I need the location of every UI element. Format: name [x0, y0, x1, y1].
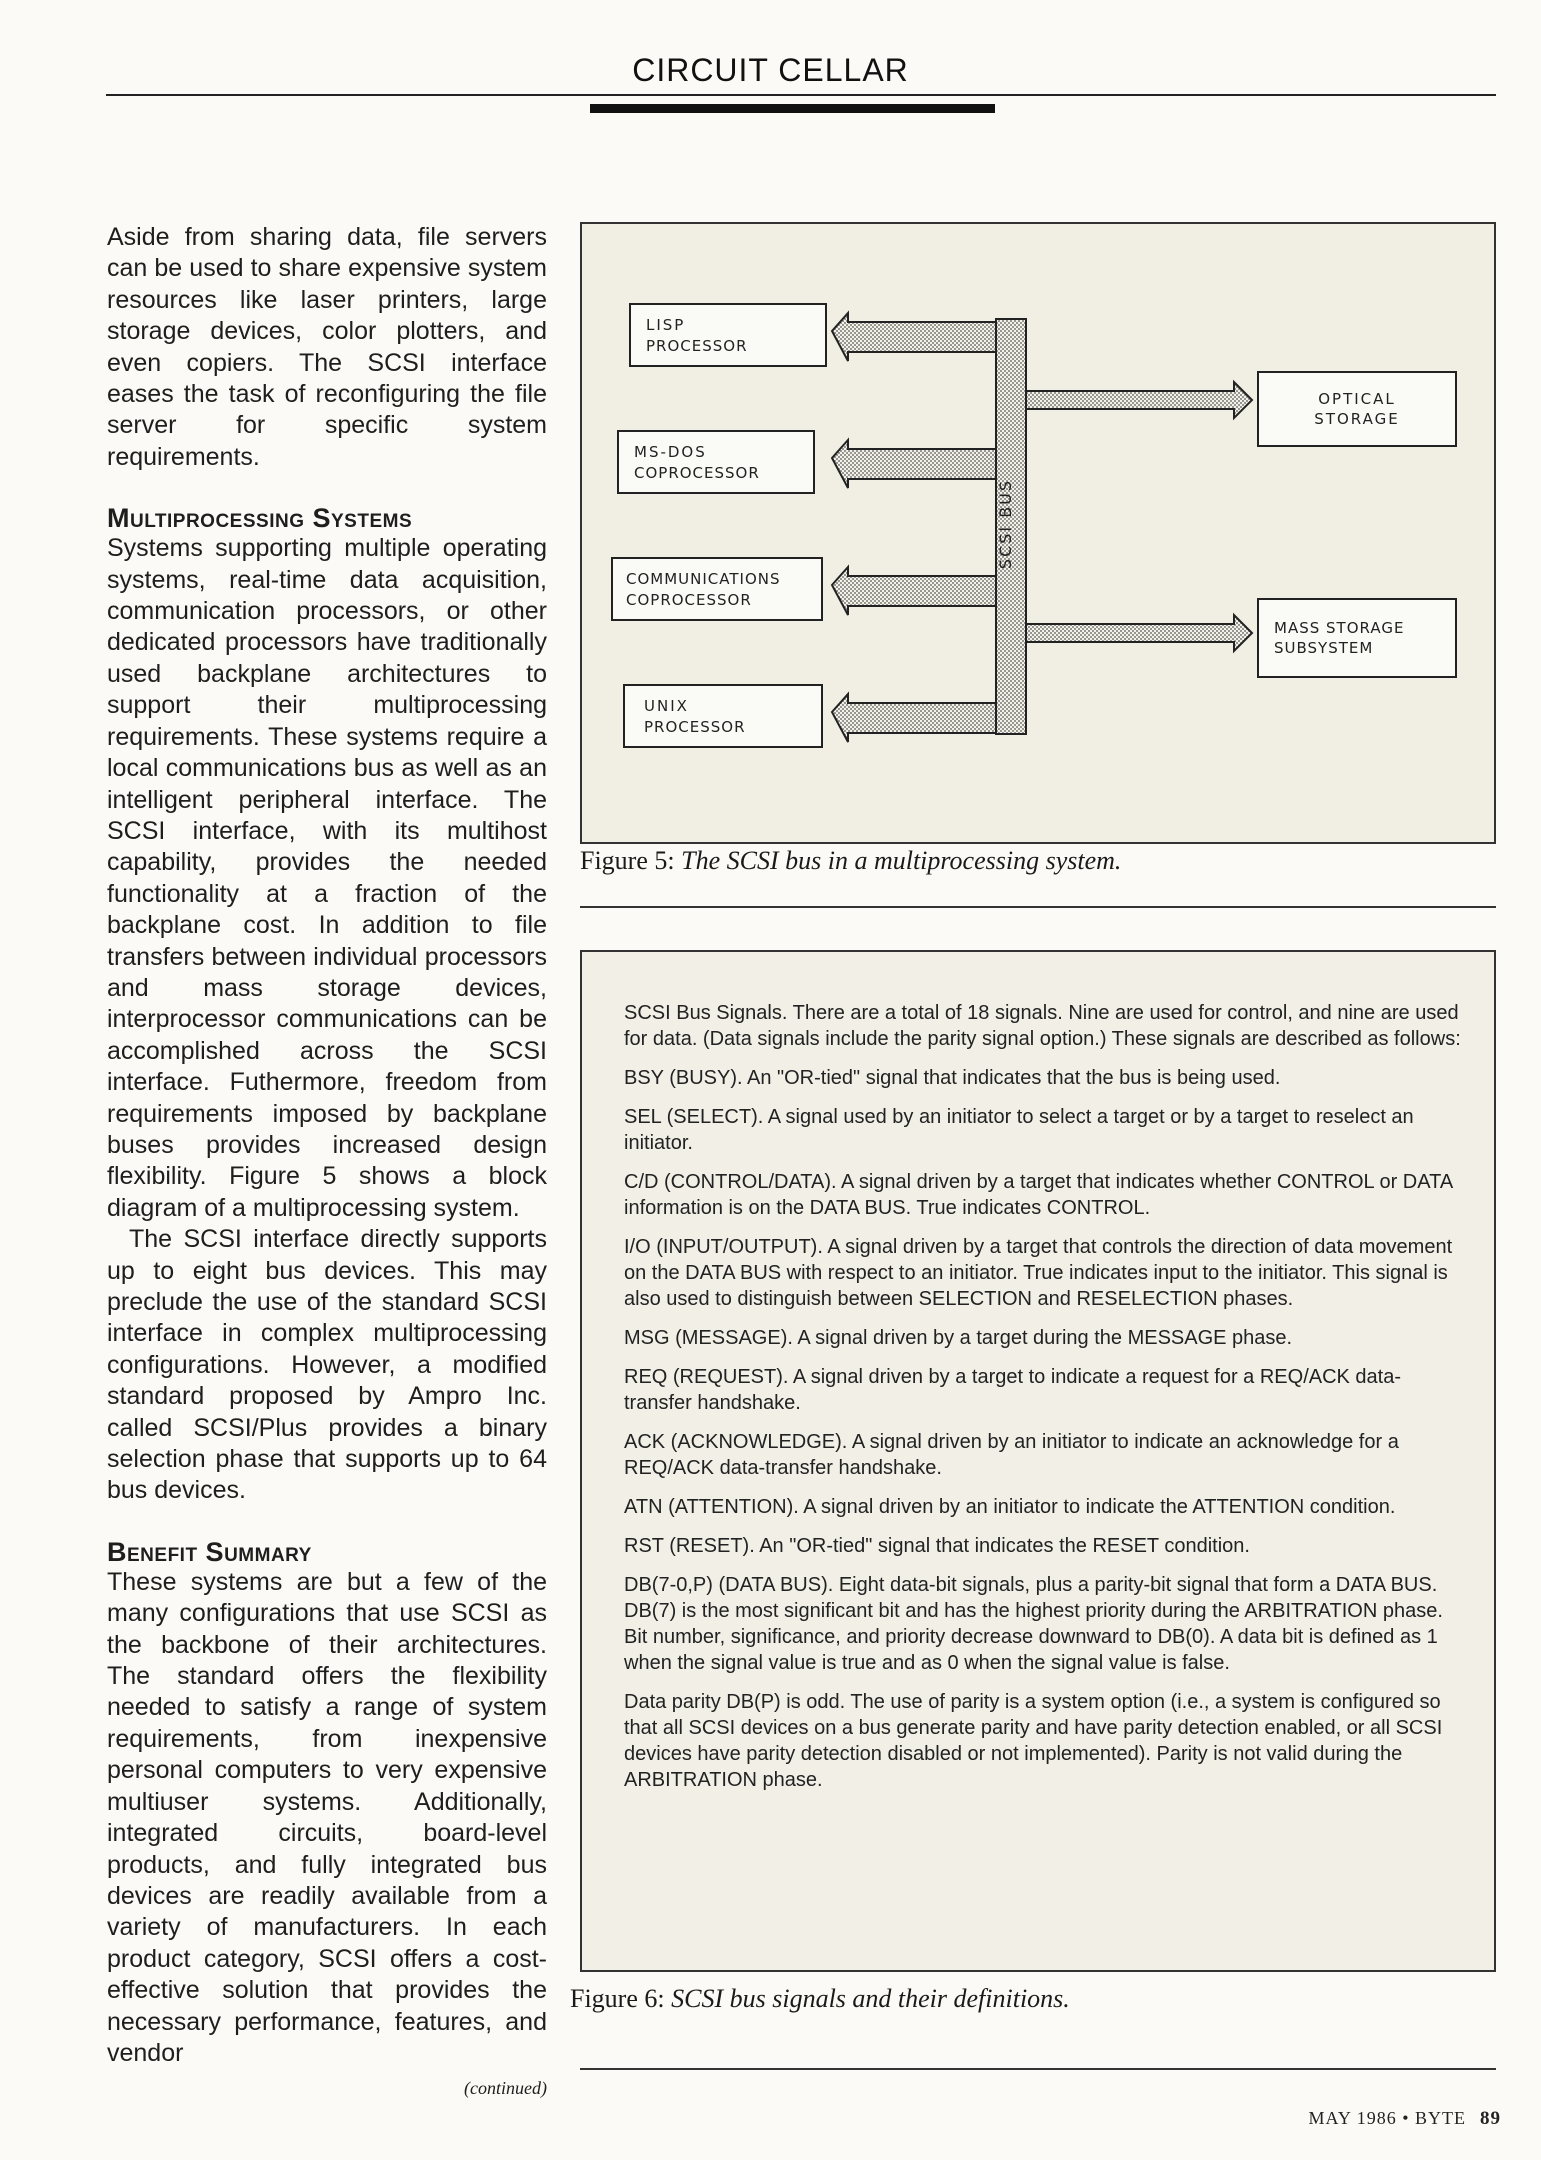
header-bar — [590, 104, 995, 113]
signal-definition: RST (RESET). An "OR-tied" signal that indicates the RESET condition. — [624, 1535, 1250, 1557]
figure-5-caption-text: The SCSI bus in a multiprocessing system. — [681, 846, 1122, 875]
svg-text:STORAGE: STORAGE — [1314, 410, 1400, 428]
svg-text:COPROCESSOR: COPROCESSOR — [634, 464, 760, 482]
svg-text:MS-DOS: MS-DOS — [634, 443, 707, 461]
svg-text:PROCESSOR: PROCESSOR — [646, 337, 748, 355]
section-heading-multiprocessing: Multiprocessing Systems — [107, 503, 413, 534]
figure-5-rule — [580, 906, 1496, 908]
box-lisp-processor — [630, 304, 826, 366]
scsi-bus-diagram — [582, 224, 1494, 842]
page-footer — [1309, 2108, 1501, 2130]
page-number: 89 — [1480, 2108, 1501, 2129]
article-column — [107, 222, 547, 2105]
figure-5-panel — [580, 222, 1496, 844]
section-heading-benefit-summary: Benefit Summary — [107, 1536, 312, 1567]
signal-definition: Data parity DB(P) is odd. The use of parity is a system option (i.e., a system is configured so that all SCSI devices on a bus generate parity and have parity detection enabled, or all SCSI devices have parity detection disabled or not implemented). Parity is not valid during the ARBITRATION phase. — [624, 1691, 1443, 1791]
bus-label: SCSI BUS — [996, 478, 1015, 570]
figure-6-caption — [570, 1984, 1070, 2014]
svg-text:LISP: LISP — [646, 316, 686, 334]
signal-definition: ACK (ACKNOWLEDGE). A signal driven by an initiator to indicate an acknowledge for a REQ/ACK data-transfer handshake. — [624, 1431, 1399, 1479]
box-optical-storage — [1258, 372, 1456, 446]
figure-6-panel — [580, 950, 1496, 1972]
box-unix-processor — [624, 685, 822, 747]
article-paragraph: Aside from sharing data, file servers can be used to share expensive system resources like laser printers, large storage devices, color plotters, and even copiers. The SCSI interface eases the task of reconfiguring the file server for specific system requirements. — [107, 223, 547, 471]
bus-trunk — [832, 313, 1252, 742]
signal-definition: DB(7-0,P) (DATA BUS). Eight data-bit signals, plus a parity-bit signal that form a DATA BUS. DB(7) is the most significant bit and has the highest priority during the ARBITRATION phase. Bit number, significance, and priority decrease downward to DB(0). A data bit is defined as 1 when the signal value is true and as 0 when the signal value is false. — [624, 1574, 1443, 1674]
svg-text:COMMUNICATIONS: COMMUNICATIONS — [626, 570, 781, 588]
figure-6-caption-text: SCSI bus signals and their definitions. — [671, 1984, 1070, 2013]
svg-text:SUBSYSTEM: SUBSYSTEM — [1274, 639, 1374, 657]
header-rule — [106, 94, 1496, 96]
signal-definition: MSG (MESSAGE). A signal driven by a target during the MESSAGE phase. — [624, 1327, 1293, 1349]
article-paragraph: These systems are but a few of the many configurations that use SCSI as the backbone of their architectures. The standard offers the flexibility needed to satisfy a range of system requirements, from inexpensive personal computers to very expensive multiuser systems. Additionally, integrated circuits, board-level products, and fully integrated bus devices are readily available from a variety of manufacturers. In each product category, SCSI offers a cost-effective solution that provides the necessary performance, features, and vendor — [107, 1567, 547, 2067]
signal-definition: BSY (BUSY). An "OR-tied" signal that indicates that the bus is being used. — [624, 1067, 1281, 1089]
continued-note: (continued) — [464, 2078, 547, 2099]
signal-definition: C/D (CONTROL/DATA). A signal driven by a target that indicates whether CONTROL or DATA information is on the DATA BUS. True indicates CONTROL. — [624, 1171, 1453, 1219]
box-communications-coprocessor — [612, 558, 822, 620]
box-mass-storage-subsystem — [1258, 599, 1456, 677]
svg-text:PROCESSOR: PROCESSOR — [644, 718, 746, 736]
article-paragraph: Systems supporting multiple operating systems, real-time data acquisition, communication processors, or other dedicated processors have traditionally used backplane architectures to support their multiprocessing requirements. These systems require a local communications bus as well as an intelligent peripheral interface. The SCSI interface, with its multihost capability, provides the needed functionality at a fraction of the backplane cost. In addition to file transfers between individual processors and mass storage devices, interprocessor communications can be accomplished across the SCSI interface. Futhermore, freedom from requirements imposed by backplane buses provides increased design flexibility. Figure 5 shows a block diagram of a multiprocessing system. — [107, 534, 547, 1222]
box-msdos-coprocessor — [618, 431, 814, 493]
signal-definition: I/O (INPUT/OUTPUT). A signal driven by a target that controls the direction of data movement on the DATA BUS with respect to an initiator. True indicates input to the initiator. This signal is also used to distinguish between SELECTION and RESELECTION phases. — [624, 1236, 1453, 1310]
svg-text:COPROCESSOR: COPROCESSOR — [626, 591, 752, 609]
signal-definition: SEL (SELECT). A signal used by an initiator to select a target or by a target to reselect an initiator. — [624, 1106, 1414, 1154]
figure-6-rule — [580, 2068, 1496, 2070]
running-header: CIRCUIT CELLAR — [632, 52, 909, 88]
issue-line: MAY 1986 • BYTE — [1308, 2108, 1466, 2128]
signal-definition: REQ (REQUEST). A signal driven by a target to indicate a request for a REQ/ACK data-transfer handshake. — [624, 1366, 1402, 1414]
figure-6-number: Figure 6: — [570, 1984, 665, 2013]
svg-text:OPTICAL: OPTICAL — [1318, 390, 1396, 408]
svg-text:UNIX: UNIX — [644, 697, 689, 715]
signal-definition: ATN (ATTENTION). A signal driven by an initiator to indicate the ATTENTION condition. — [624, 1496, 1396, 1518]
figure-5-number: Figure 5: — [580, 846, 675, 875]
svg-text:MASS STORAGE: MASS STORAGE — [1274, 619, 1405, 637]
signal-definition: SCSI Bus Signals. There are a total of 18 signals. Nine are used for control, and nine are used for data. (Data signals include the parity signal option.) These signals are described as follows: — [624, 1002, 1461, 1050]
figure-5-caption — [580, 846, 1121, 876]
article-paragraph: The SCSI interface directly supports up to eight bus devices. This may preclude the use of the standard SCSI interface in complex multiprocessing configurations. However, a modified standard proposed by Ampro Inc. called SCSI/Plus provides a binary selection phase that supports up to 64 bus devices. — [107, 1225, 547, 1505]
